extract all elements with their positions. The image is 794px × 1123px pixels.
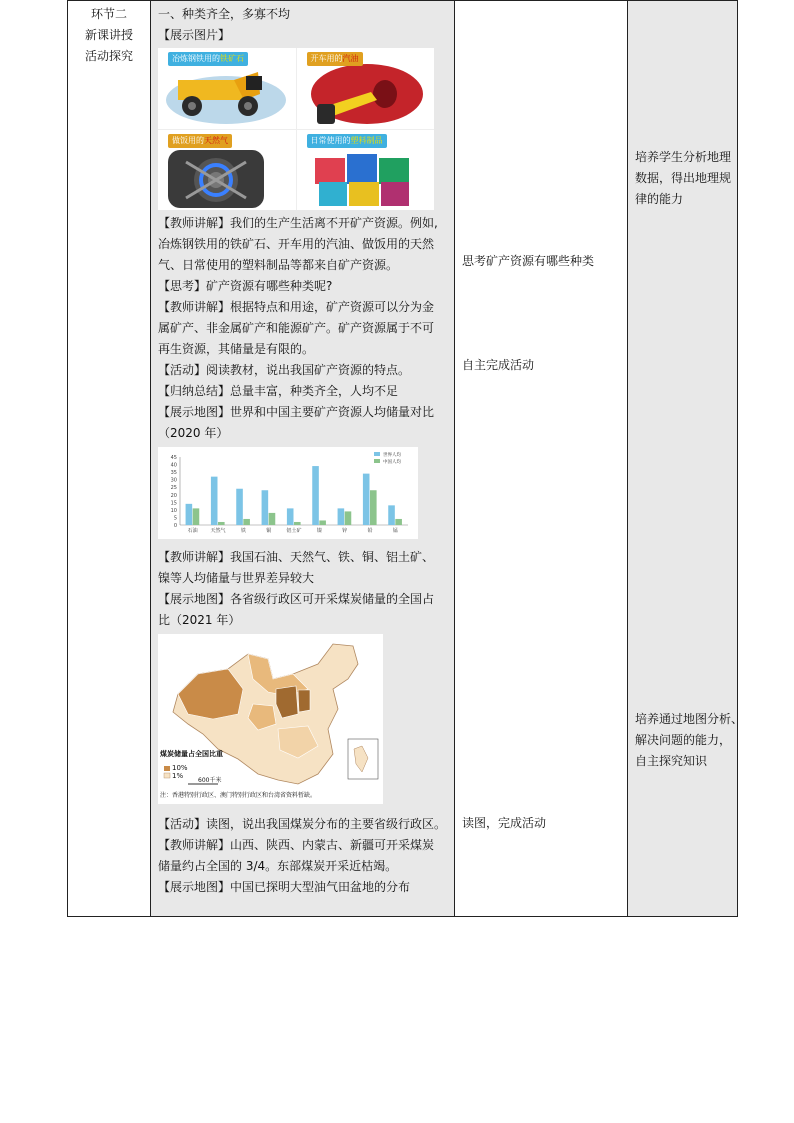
content-line: 再生资源，其储量是有限的。 (158, 342, 315, 356)
student-activity: 自主完成活动 (462, 358, 535, 372)
chart-y-tick-label: 30 (170, 477, 177, 484)
stage-cell (68, 1, 151, 917)
content-line: 属矿产、非金属矿产和能源矿产。矿产资源属于不可 (158, 321, 435, 335)
coal-map (158, 634, 383, 804)
photo-caption: 日常使用的塑料制品 (307, 134, 387, 148)
content-cell (151, 1, 455, 917)
content-line: 冶炼钢铁用的铁矿石、开车用的汽油、做饭用的天然 (158, 237, 435, 251)
content-line: 【展示地图】中国已探明大型油气田盆地的分布 (158, 880, 411, 894)
content-line: 【思考】矿产资源有哪些种类呢? (158, 279, 333, 293)
chart-y-tick-label: 25 (170, 485, 177, 492)
chart-bar (319, 520, 326, 525)
content-line: 气、日常使用的塑料制品等都来自矿产资源。 (158, 258, 399, 272)
intent-line: 律的能力 (635, 192, 684, 206)
chart-x-tick-label: 铅 (367, 528, 373, 534)
chart-bar (287, 508, 294, 525)
chart-legend-label: 中国人均 (383, 460, 401, 465)
photo-natural-gas (158, 130, 296, 211)
stage-line: 新课讲授 (84, 28, 133, 42)
content-line: （2020 年） (158, 426, 229, 440)
chart-x-tick-label: 铜 (266, 528, 272, 534)
map-legend-title: 煤炭储量占全国比重 (160, 750, 223, 758)
content-line: 比（2021 年） (158, 613, 241, 627)
content-line: 镍等人均储量与世界差异较大 (158, 571, 315, 585)
stage-line: 活动探究 (84, 49, 133, 63)
map-legend-item: 10% (172, 764, 188, 772)
chart-bar (269, 513, 276, 525)
chart-bar (294, 522, 301, 525)
student-activity: 思考矿产资源有哪些种类 (462, 254, 595, 268)
chart-bar (243, 519, 250, 525)
photo-gasoline (297, 48, 435, 129)
intent-line: 解决问题的能力， (635, 733, 732, 747)
intent-line: 培养通过地图分析、 (635, 712, 744, 726)
stage-line: 环节二 (90, 7, 127, 21)
chart-x-tick-label: 锰 (392, 528, 398, 534)
chart-x-tick-label: 石油 (187, 528, 198, 534)
chart-bar (395, 519, 402, 525)
design-intent (635, 147, 731, 210)
chart-x-tick-label: 铁 (240, 528, 246, 534)
chart-bar (262, 490, 269, 525)
content-line: 【活动】读图，说出我国煤炭分布的主要省级行政区。 (158, 817, 447, 831)
content-line: 【教师讲解】我们的生产生活离不开矿产资源。例如, (158, 216, 438, 230)
content-line: 一、种类齐全，多寡不均 (158, 7, 291, 21)
chart-bar (345, 511, 352, 525)
reserves-chart (158, 447, 418, 539)
student-activity: 读图，完成活动 (462, 816, 547, 830)
content-line: 【教师讲解】根据特点和用途，矿产资源可以分为金 (158, 300, 435, 314)
map-legend-item: 1% (172, 772, 184, 780)
chart-bar (370, 490, 377, 525)
chart-y-tick-label: 10 (170, 507, 177, 514)
intent-line: 数据，得出地理规 (635, 171, 732, 185)
photo-grid (158, 48, 434, 210)
content-line: 【活动】阅读教材，说出我国矿产资源的特点。 (158, 363, 411, 377)
chart-y-tick-label: 35 (170, 470, 177, 477)
content-line: 【归纳总结】总量丰富，种类齐全，人均不足 (158, 384, 399, 398)
content-line: 【展示地图】各省级行政区可开采煤炭储量的全国占 (158, 592, 435, 606)
photo-iron-ore (158, 48, 296, 129)
design-intent-cell (628, 1, 744, 917)
chart-bar (218, 522, 225, 525)
photo-plastics (297, 130, 435, 211)
chart-x-tick-label: 天然气 (210, 528, 226, 534)
chart-bar (363, 474, 370, 525)
chart-y-tick-label: 15 (170, 500, 177, 507)
china-coal-map-icon (158, 634, 383, 804)
student-activity-cell (455, 1, 628, 917)
design-intent (635, 709, 743, 772)
chart-bar (186, 504, 193, 525)
chart-bar (211, 477, 218, 525)
content-line: 【教师讲解】我国石油、天然气、铁、铜、铝土矿、 (158, 550, 435, 564)
photo-caption: 冶炼钢铁用的铁矿石 (168, 52, 248, 66)
chart-legend-swatch (374, 452, 380, 456)
intent-line: 培养学生分析地理 (635, 150, 732, 164)
bar-chart (158, 447, 418, 539)
chart-x-tick-label: 锌 (342, 528, 348, 534)
chart-bar (312, 466, 319, 525)
chart-bar (193, 508, 200, 525)
intent-line: 自主探究知识 (635, 754, 708, 768)
map-scale: 600千米 (198, 777, 222, 784)
chart-y-tick-label: 40 (170, 462, 177, 469)
content-line: 【展示图片】 (158, 28, 231, 42)
chart-y-tick-label: 45 (170, 455, 177, 461)
content-line: 【展示地图】世界和中国主要矿产资源人均储量对比 (158, 405, 435, 419)
map-note: 注：香港特别行政区、澳门特别行政区和台湾省资料暂缺。 (160, 792, 317, 799)
photo-caption: 开车用的汽油 (307, 52, 363, 66)
chart-y-tick-label: 20 (170, 492, 177, 499)
chart-x-tick-label: 铝土矿 (286, 528, 302, 534)
content-line: 【教师讲解】山西、陕西、内蒙古、新疆可开采煤炭 (158, 838, 435, 852)
chart-y-tick-label: 5 (173, 515, 177, 522)
chart-y-tick-label: 0 (173, 523, 177, 529)
photo-caption: 做饭用的天然气 (168, 134, 232, 148)
chart-bar (338, 508, 345, 525)
chart-x-tick-label: 镍 (316, 528, 322, 534)
lesson-table (67, 0, 744, 917)
chart-legend-label: 世界人均 (383, 453, 401, 458)
content-line: 储量约占全国的 3/4。东部煤炭开采近枯竭。 (158, 859, 398, 873)
chart-bar (236, 489, 243, 525)
chart-bar (388, 505, 395, 525)
chart-legend-swatch (374, 459, 380, 463)
